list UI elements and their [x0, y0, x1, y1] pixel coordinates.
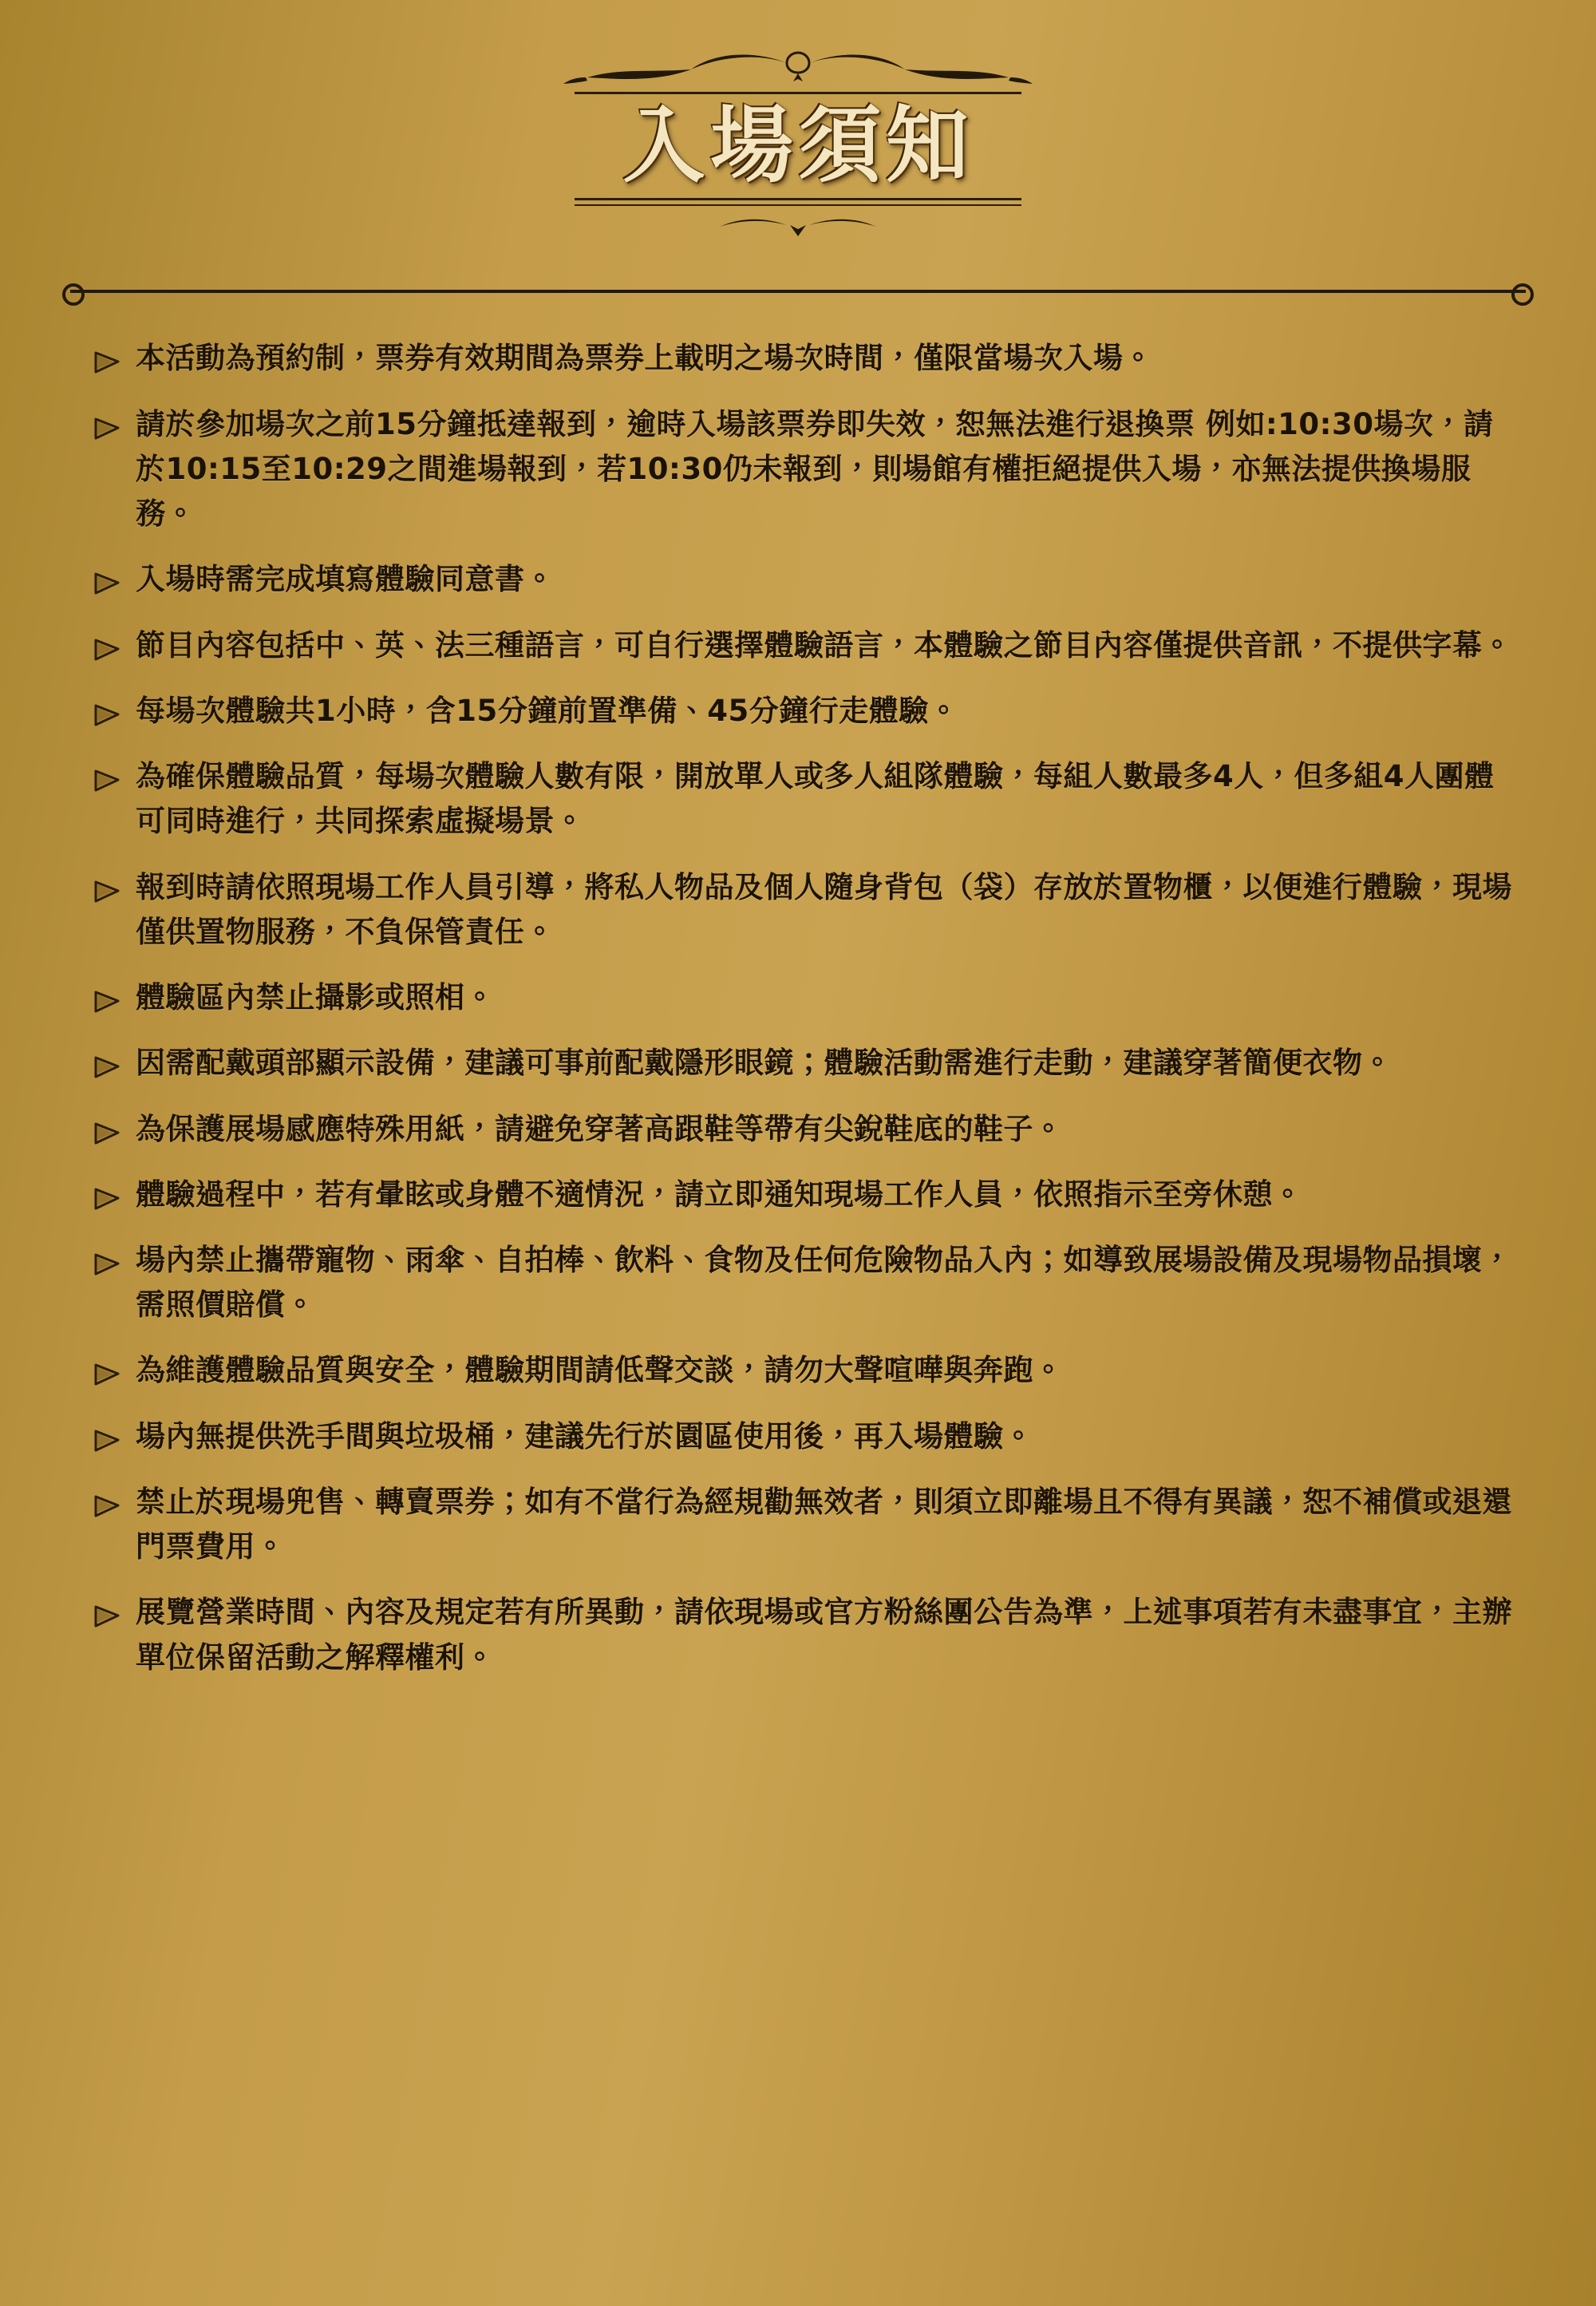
triangle-right-icon [94, 754, 126, 793]
ornament-bottom-icon [0, 219, 1596, 243]
triangle-right-icon [94, 402, 126, 441]
notice-text: 因需配戴頭部顯示設備，建議可事前配戴隱形眼鏡；體驗活動需進行走動，建議穿著簡便衣物。 [136, 1046, 1393, 1081]
list-item [94, 336, 1519, 381]
notice-list [0, 336, 1596, 1679]
triangle-right-icon [94, 1107, 126, 1145]
notice-text: 為保護展場感應特殊用紙，請避免穿著高跟鞋等帶有尖銳鞋底的鞋子。 [136, 1111, 1064, 1146]
triangle-right-icon [94, 1348, 126, 1386]
triangle-right-icon [94, 1238, 126, 1276]
page-header [0, 0, 1596, 243]
title-block [543, 89, 1053, 214]
notice-text: 報到時請依照現場工作人員引導，將私人物品及個人隨身背包（袋）存放於置物櫃，以便進行體驗，現場僅供置物服務，不負保管責任。 [136, 869, 1512, 949]
divider-dot-left-icon [62, 283, 85, 306]
triangle-right-icon [94, 336, 126, 374]
notice-text: 為確保體驗品質，每場次體驗人數有限，開放單人或多人組隊體驗，每組人數最多4人，但多組4人團體可同時進行，共同探索虛擬場景。 [136, 759, 1495, 839]
triangle-right-icon [94, 1590, 126, 1628]
page-title: 入場須知 [622, 96, 974, 194]
notice-text: 場內禁止攜帶寵物、雨傘、自拍棒、飲料、食物及任何危險物品入內；如導致展場設備及現場物品損壞，需照價賠償。 [136, 1242, 1512, 1323]
notice-text: 本活動為預約制，票券有效期間為票券上載明之場次時間，僅限當場次入場。 [136, 341, 1153, 376]
list-item [94, 623, 1519, 668]
notice-text: 每場次體驗共1小時，含15分鐘前置準備、45分鐘行走體驗。 [136, 693, 959, 728]
list-item [94, 975, 1519, 1020]
triangle-right-icon [94, 557, 126, 595]
header-divider [0, 267, 1596, 315]
divider-dot-right-icon [1511, 283, 1534, 306]
list-item [94, 754, 1519, 844]
title-rule-thin [575, 204, 1021, 206]
list-item [94, 1348, 1519, 1393]
title-rule-bottom [575, 198, 1021, 200]
triangle-right-icon [94, 1414, 126, 1453]
notice-text: 入場時需完成填寫體驗同意書。 [136, 562, 555, 597]
notice-text: 節目內容包括中、英、法三種語言，可自行選擇體驗語言，本體驗之節目內容僅提供音訊，不提供字幕。 [136, 627, 1512, 663]
list-item [94, 1041, 1519, 1086]
triangle-right-icon [94, 689, 126, 727]
list-item [94, 557, 1519, 602]
ornament-top-icon [0, 49, 1596, 89]
list-item [94, 865, 1519, 955]
list-item [94, 1238, 1519, 1327]
triangle-right-icon [94, 623, 126, 662]
triangle-right-icon [94, 1041, 126, 1079]
notice-text: 展覽營業時間、內容及規定若有所異動，請依現場或官方粉絲團公告為準，上述事項若有未盡事宜，主辦單位保留活動之解釋權利。 [136, 1595, 1512, 1675]
list-item [94, 1480, 1519, 1569]
list-item [94, 1414, 1519, 1459]
triangle-right-icon [94, 1480, 126, 1518]
list-item [94, 689, 1519, 734]
list-item [94, 402, 1519, 537]
list-item [94, 1173, 1519, 1217]
title-rule-top [575, 92, 1021, 94]
list-item [94, 1107, 1519, 1152]
notice-text: 體驗過程中，若有暈眩或身體不適情況，請立即通知現場工作人員，依照指示至旁休憩。 [136, 1177, 1303, 1212]
notice-text: 禁止於現場兜售、轉賣票券；如有不當行為經規勸無效者，則須立即離場且不得有異議，恕不補償或退還門票費用。 [136, 1484, 1512, 1564]
notice-text: 為維護體驗品質與安全，體驗期間請低聲交談，請勿大聲喧嘩與奔跑。 [136, 1353, 1064, 1388]
triangle-right-icon [94, 1173, 126, 1211]
notice-text: 請於參加場次之前15分鐘抵達報到，逾時入場該票券即失效，恕無法進行退換票 例如:10:30場次，請於10:15至10:29之間進場報到，若10:30仍未報到，則場館有權拒絕提供入場，亦無法提供換場服務。 [136, 406, 1494, 532]
notice-text: 場內無提供洗手間與垃圾桶，建議先行於園區使用後，再入場體驗。 [136, 1418, 1033, 1454]
list-item [94, 1590, 1519, 1679]
triangle-right-icon [94, 975, 126, 1014]
notice-text: 體驗區內禁止攝影或照相。 [136, 980, 495, 1015]
divider-line [70, 290, 1526, 293]
triangle-right-icon [94, 865, 126, 904]
